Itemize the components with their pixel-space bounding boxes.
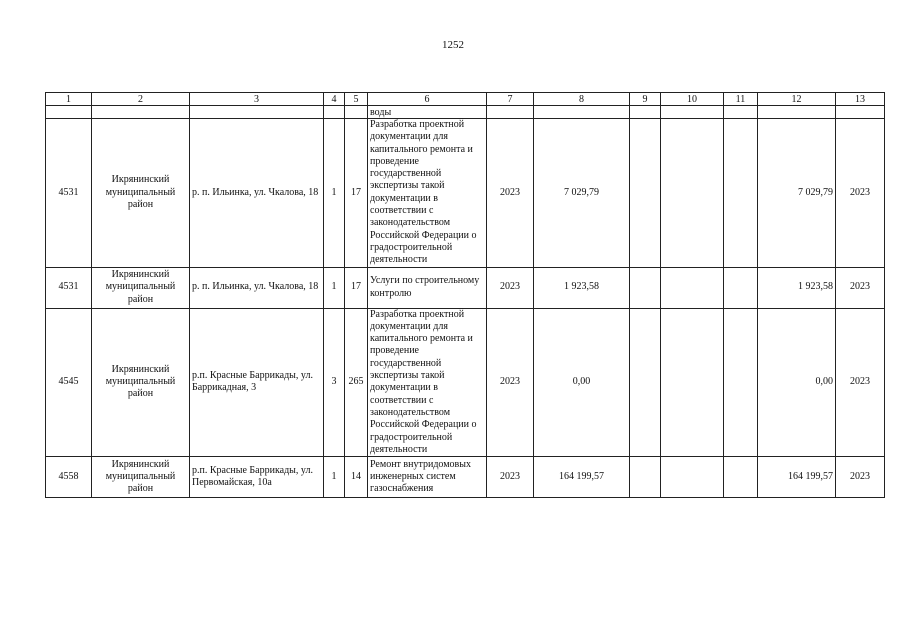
col5-cell: 265 (345, 308, 368, 457)
col9-cell (630, 457, 661, 498)
column-header: 6 (368, 93, 487, 106)
col11-cell (724, 308, 758, 457)
col10-cell (661, 119, 724, 268)
col9-cell (630, 119, 661, 268)
col13-cell: 2023 (836, 267, 885, 308)
district-cell: Икрянинский муниципальный район (92, 119, 190, 268)
table-row (46, 267, 885, 308)
col4-cell: 1 (324, 457, 345, 498)
row-id: 4545 (46, 308, 92, 457)
col5-cell: 17 (345, 119, 368, 268)
column-header: 10 (661, 93, 724, 106)
column-header: 7 (487, 93, 534, 106)
col10-cell (661, 308, 724, 457)
column-number-row (46, 93, 885, 106)
col5-cell: 17 (345, 267, 368, 308)
continuation-row (46, 106, 885, 119)
col12-cell: 1 923,58 (758, 267, 836, 308)
district-cell: Икрянинский муниципальный район (92, 308, 190, 457)
col10-cell (661, 267, 724, 308)
address-cell: р.п. Красные Баррикады, ул. Баррикадная, 3 (190, 308, 324, 457)
col11-cell (724, 457, 758, 498)
column-header: 11 (724, 93, 758, 106)
year-cell: 2023 (487, 267, 534, 308)
document-table (45, 92, 885, 498)
col9-cell (630, 308, 661, 457)
district-cell: Икрянинский муниципальный район (92, 457, 190, 498)
total-cost-cell: 164 199,57 (534, 457, 630, 498)
work-type-cell: Разработка проектной документации для капитального ремонта и проведение государственной экспертизы такой документации в соответствии с законодательством Российской Федерации о градостроительной деятельности (368, 119, 487, 268)
column-header: 2 (92, 93, 190, 106)
col13-cell: 2023 (836, 119, 885, 268)
district-cell: Икрянинский муниципальный район (92, 267, 190, 308)
row-id: 4531 (46, 119, 92, 268)
column-header: 1 (46, 93, 92, 106)
col5-cell: 14 (345, 457, 368, 498)
address-cell: р. п. Ильинка, ул. Чкалова, 18 (190, 267, 324, 308)
row-id: 4558 (46, 457, 92, 498)
col12-cell: 0,00 (758, 308, 836, 457)
col4-cell: 1 (324, 119, 345, 268)
col13-cell: 2023 (836, 457, 885, 498)
year-cell: 2023 (487, 457, 534, 498)
table-row (46, 119, 885, 268)
address-cell: р. п. Ильинка, ул. Чкалова, 18 (190, 119, 324, 268)
work-type-cell: Разработка проектной документации для капитального ремонта и проведение государственной экспертизы такой документации в соответствии с законодательством Российской Федерации о градостроительной деятельности (368, 308, 487, 457)
col12-cell: 164 199,57 (758, 457, 836, 498)
column-header: 4 (324, 93, 345, 106)
column-header: 9 (630, 93, 661, 106)
column-header: 3 (190, 93, 324, 106)
total-cost-cell: 0,00 (534, 308, 630, 457)
column-header: 13 (836, 93, 885, 106)
continuation-text: воды (368, 106, 487, 119)
col11-cell (724, 119, 758, 268)
col4-cell: 3 (324, 308, 345, 457)
col12-cell: 7 029,79 (758, 119, 836, 268)
total-cost-cell: 1 923,58 (534, 267, 630, 308)
table-row (46, 457, 885, 498)
page-number: 1252 (442, 39, 464, 51)
address-cell: р.п. Красные Баррикады, ул. Первомайская, 10а (190, 457, 324, 498)
col9-cell (630, 267, 661, 308)
row-id: 4531 (46, 267, 92, 308)
col13-cell: 2023 (836, 308, 885, 457)
work-type-cell: Услуги по строительному контролю (368, 267, 487, 308)
col10-cell (661, 457, 724, 498)
column-header: 12 (758, 93, 836, 106)
total-cost-cell: 7 029,79 (534, 119, 630, 268)
work-type-cell: Ремонт внутридомовых инженерных систем газоснабжения (368, 457, 487, 498)
col4-cell: 1 (324, 267, 345, 308)
year-cell: 2023 (487, 119, 534, 268)
column-header: 5 (345, 93, 368, 106)
col11-cell (724, 267, 758, 308)
table-row (46, 308, 885, 457)
year-cell: 2023 (487, 308, 534, 457)
column-header: 8 (534, 93, 630, 106)
